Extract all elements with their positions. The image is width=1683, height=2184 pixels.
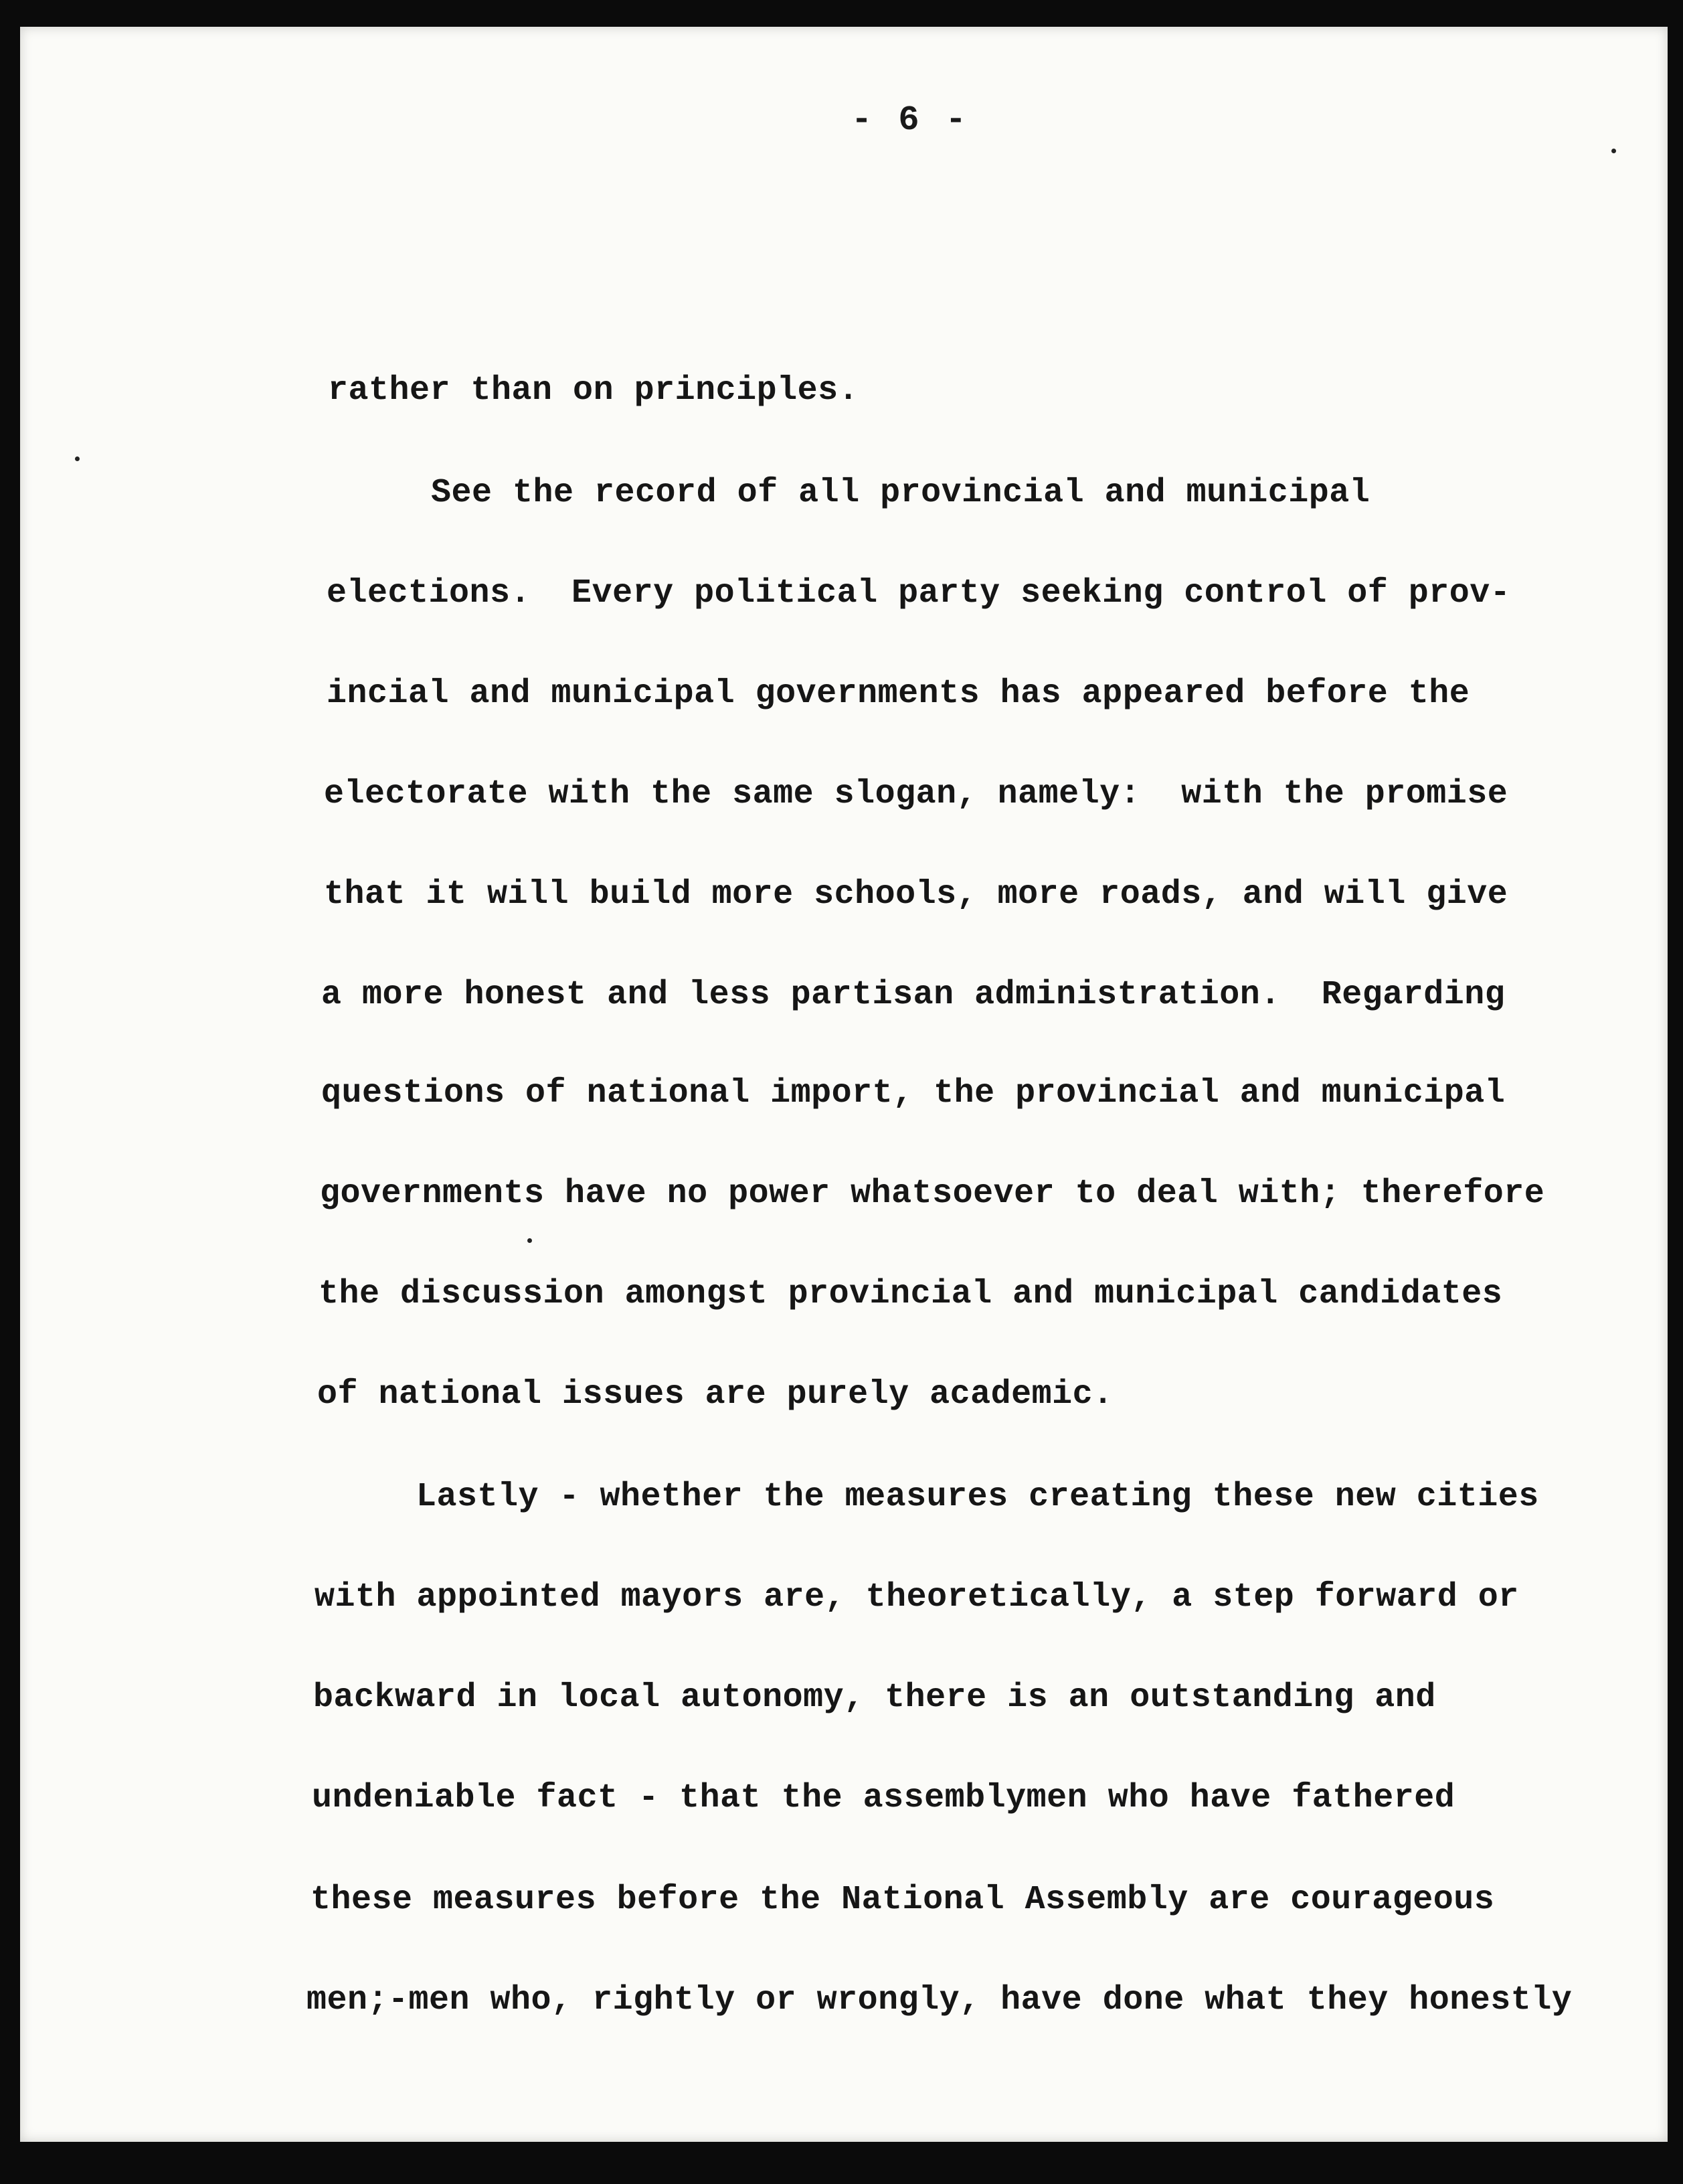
text-line: Lastly - whether the measures creating these new cities xyxy=(416,1478,1539,1516)
text-line: governments have no power whatsoever to deal with; therefore xyxy=(320,1175,1545,1213)
text-line: elections. Every political party seeking control of prov- xyxy=(327,574,1511,612)
text-line: a more honest and less partisan administration. Regarding xyxy=(321,976,1506,1014)
text-line: that it will build more schools, more roads, and will give xyxy=(324,875,1508,914)
page-number: - 6 - xyxy=(851,100,970,140)
scan-speck xyxy=(1611,149,1616,153)
text-line: backward in local autonomy, there is an outstanding and xyxy=(313,1679,1436,1717)
text-line: questions of national import, the provincial and municipal xyxy=(321,1074,1506,1112)
text-line: the discussion amongst provincial and municipal candidates xyxy=(319,1275,1503,1313)
text-line: incial and municipal governments has appeared before the xyxy=(327,675,1470,713)
text-line: with appointed mayors are, theoretically, a step forward or xyxy=(315,1578,1519,1616)
scan-speck xyxy=(527,1238,532,1243)
text-line: undeniable fact - that the assemblymen who have fathered xyxy=(312,1779,1455,1817)
text-line: men;-men who, rightly or wrongly, have done what they honestly xyxy=(306,1981,1573,2019)
scan-speck xyxy=(75,456,80,461)
text-line: electorate with the same slogan, namely: with the promise xyxy=(324,775,1508,813)
text-line: these measures before the National Assembly are courageous xyxy=(311,1881,1495,1919)
text-line: rather than on principles. xyxy=(328,371,859,410)
text-line: See the record of all provincial and municipal xyxy=(431,474,1370,512)
text-line: of national issues are purely academic. xyxy=(317,1375,1114,1414)
